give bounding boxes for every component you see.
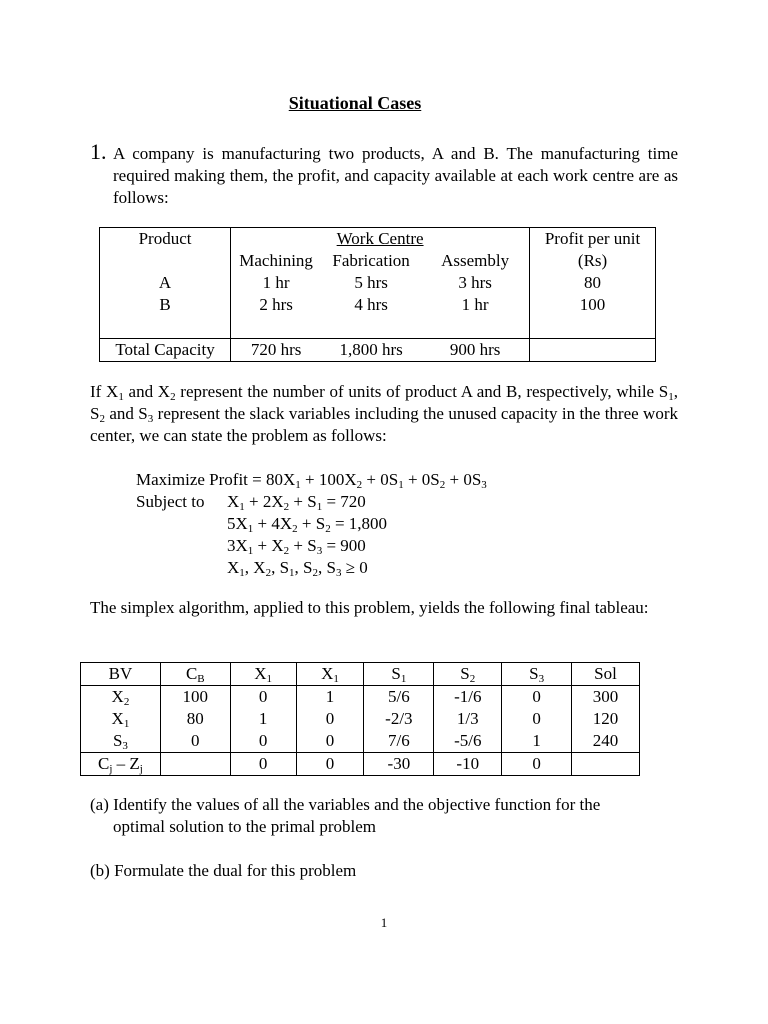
simplex-tableau (80, 662, 640, 776)
header-x1-dup: $X_1$ (296, 663, 364, 686)
constraint-1: Subject to $X_1 + 2X_2 + S_1 = 720$ (136, 492, 366, 513)
total-assembly: 900 hrs (449, 340, 501, 359)
simplex-intro: The simplex algorithm, applied to this problem, yields the following final tableau: (90, 598, 649, 617)
a-fabrication: 5 hrs (354, 273, 388, 292)
table-row: $X_2$ 100 0 1 5/6 -1/6 0 300 (81, 686, 640, 709)
assembly-header: Assembly (441, 251, 510, 270)
non-negativity: $X_1$, $X_2$, $S_1$, $S_2$, $S_3 \ge 0$ (227, 558, 368, 579)
total-fabrication: 1,800 hrs (339, 340, 403, 359)
b-assembly: 1 hr (461, 295, 489, 314)
total-machining: 720 hrs (250, 340, 302, 359)
b-machining: 2 hrs (259, 295, 293, 314)
profit-header: Profit per unit (530, 228, 656, 251)
lp-formulation (136, 469, 487, 579)
page-title: Situational Cases (288, 93, 422, 113)
a-profit: 80 (530, 272, 656, 294)
question-b: (b) Formulate the dual for this problem (90, 861, 357, 880)
fabrication-header: Fabrication (332, 251, 410, 270)
intro-paragraph: A company is manufacturing two products, A and B. The manufacturing time required making them, the profit, and capacity available at each work centre are as follows: (113, 144, 678, 207)
product-a: A (100, 272, 231, 294)
cj-zj-row: $C_j - Z_j$ 0 0 -30 -10 0 (81, 753, 640, 776)
a-assembly: 3 hrs (458, 273, 492, 292)
table-row: $S_3$ 0 0 0 7/6 -5/6 1 240 (81, 730, 640, 753)
work-centre-table (99, 227, 656, 362)
header-x1: $X_1$ (230, 663, 296, 686)
constraint-2: $5X_1 + 4X_2 + S_2 = 1,800$ (227, 514, 388, 535)
table-row: $X_1$ 80 1 0 -2/3 1/3 0 120 (81, 708, 640, 730)
b-fabrication: 4 hrs (354, 295, 388, 314)
question-a: (a) Identify the values of all the variables and the objective function for the optimal solution to the primal problem (90, 795, 601, 836)
header-bv: BV (81, 663, 161, 686)
b-profit: 100 (530, 294, 656, 339)
product-header: Product (100, 228, 231, 251)
a-machining: 1 hr (262, 273, 290, 292)
constraint-3: $3X_1 + X_2 + S_3 = 900$ (227, 536, 366, 557)
tableau-header-row (81, 663, 640, 686)
page-number: 1 (380, 915, 388, 930)
header-s2: $S_2$ (434, 663, 502, 686)
product-b: B (100, 294, 231, 339)
total-capacity-label: Total Capacity (100, 339, 231, 362)
objective-function: Maximize Profit = $80X_1 + 100X_2 + 0S_1 + 0S_2 + 0S_3$ (136, 470, 487, 491)
header-s3: $S_3$ (502, 663, 572, 686)
question-number: 1. (90, 139, 107, 164)
profit-header-unit: (Rs) (530, 250, 656, 272)
header-s1: $S_1$ (364, 663, 434, 686)
statement-paragraph: If $X_1$ and $X_2$ represent the number of units of product A and B, respectively, while $S_1$, $S_2$ and $S_3$ represent the slack variables including the unused capacity in the three work center, we can state the problem as follows: (90, 382, 679, 445)
work-centre-header: Work Centre (336, 229, 424, 248)
machining-header: Machining (239, 251, 313, 270)
header-sol: Sol (572, 663, 640, 686)
header-cb: $C_B$ (160, 663, 230, 686)
